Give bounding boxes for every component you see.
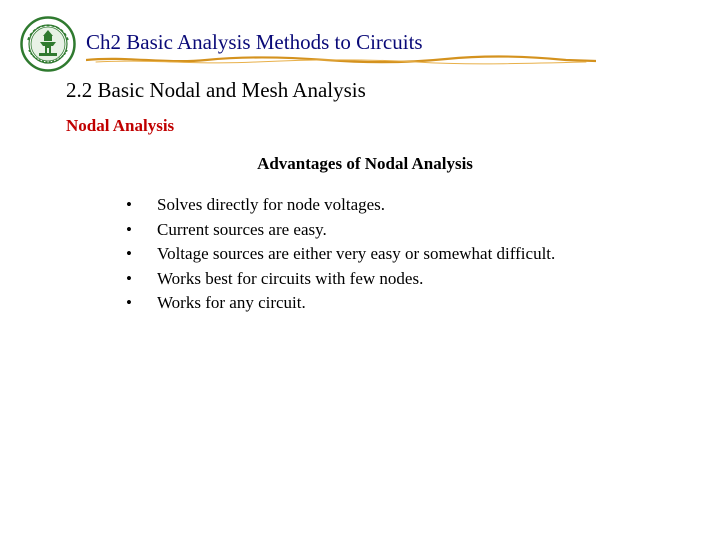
list-item-text: Current sources are easy. bbox=[157, 219, 327, 239]
list-item-text: Works best for circuits with few nodes. bbox=[157, 268, 424, 288]
section-heading: Nodal Analysis bbox=[66, 116, 175, 135]
bullet-icon: • bbox=[126, 244, 132, 263]
university-seal-logo bbox=[20, 16, 76, 72]
list-item-text: Solves directly for node voltages. bbox=[157, 195, 386, 214]
list-item bbox=[126, 291, 555, 316]
bullet-icon: • bbox=[126, 219, 132, 239]
list-item bbox=[126, 242, 555, 267]
advantages-list bbox=[126, 193, 555, 316]
bullet-icon: • bbox=[126, 293, 132, 312]
bullet-icon: • bbox=[126, 268, 132, 288]
list-item bbox=[126, 193, 555, 218]
title-decorative-rule bbox=[86, 52, 596, 68]
content-heading: Advantages of Nodal Analysis bbox=[257, 154, 473, 173]
list-item-text: Works for any circuit. bbox=[157, 293, 306, 312]
slide-subtitle: 2.2 Basic Nodal and Mesh Analysis bbox=[66, 78, 366, 102]
slide-title: Ch2 Basic Analysis Methods to Circuits bbox=[86, 30, 423, 54]
list-item bbox=[126, 218, 555, 243]
list-item-text: Voltage sources are either very easy or somewhat difficult. bbox=[157, 244, 556, 263]
bullet-icon: • bbox=[126, 195, 132, 214]
list-item bbox=[126, 267, 555, 292]
